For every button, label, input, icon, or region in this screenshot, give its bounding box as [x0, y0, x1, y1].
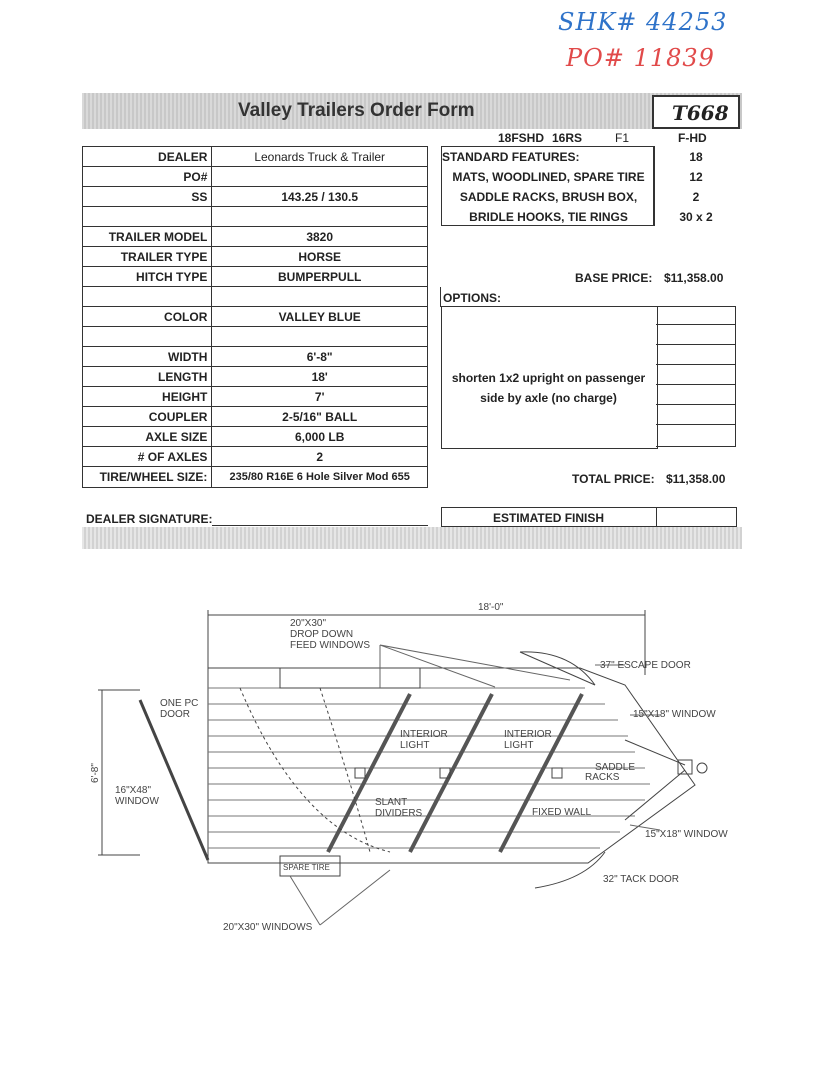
base-price-value: $11,358.00 — [664, 271, 724, 285]
interior-swing-arc — [240, 688, 390, 852]
option-price-cell — [656, 365, 736, 385]
order-detail-value: BUMPERPULL — [212, 267, 428, 287]
tack-door-arc — [535, 852, 605, 888]
option-price-cell — [656, 325, 736, 345]
bottom-band — [82, 527, 742, 549]
floor-board-lines — [208, 688, 650, 848]
one-pc-door-label-2: DOOR — [160, 709, 190, 720]
trailer-floorplan-diagram — [90, 590, 740, 950]
order-detail-value: 7' — [212, 387, 428, 407]
order-detail-value: HORSE — [212, 247, 428, 267]
drop-down-feed-window — [280, 668, 420, 688]
handwritten-po-number: PO# 11839 — [566, 44, 715, 72]
option-note-line: side by axle (no charge) — [480, 391, 617, 405]
order-detail-row — [83, 327, 428, 347]
order-detail-row — [83, 407, 428, 427]
order-detail-row — [83, 347, 428, 367]
standard-feature-value: 12 — [689, 170, 703, 184]
coupler — [678, 760, 692, 774]
order-detail-label: TRAILER TYPE — [83, 247, 212, 267]
order-detail-row — [83, 247, 428, 267]
total-price-label: TOTAL PRICE: — [572, 472, 655, 486]
interior-swing-arc — [320, 688, 370, 852]
saddle-racks-label-1: SADDLE — [595, 762, 636, 773]
order-detail-value: 2-5/16" BALL — [212, 407, 428, 427]
order-detail-row — [83, 147, 428, 167]
interior-light-label-3: INTERIOR — [504, 729, 552, 740]
order-detail-row — [83, 227, 428, 247]
saddle-racks-label-2: RACKS — [585, 772, 620, 783]
order-detail-value: 235/80 R16E 6 Hole Silver Mod 655 — [212, 467, 428, 488]
side-windows-leaders — [290, 870, 390, 925]
standard-feature-line: BRIDLE HOOKS, TIE RINGS — [469, 210, 628, 224]
one-pc-door-label-1: ONE PC — [160, 698, 199, 709]
order-detail-label: # OF AXLES — [83, 447, 212, 467]
order-detail-label: DEALER — [83, 147, 212, 167]
drop-down-label-3: FEED WINDOWS — [290, 640, 370, 651]
order-detail-row — [83, 267, 428, 287]
order-detail-value — [212, 207, 428, 227]
order-detail-row — [83, 387, 428, 407]
order-number-box — [652, 95, 740, 129]
order-detail-row — [83, 447, 428, 467]
slant-dividers-label-2: DIVIDERS — [375, 808, 423, 819]
front-top-window-label: 15"X18" WINDOW — [633, 709, 716, 720]
interior-light-marker — [552, 768, 562, 778]
hitch-ball — [697, 763, 707, 773]
drop-down-label-2: DROP DOWN — [290, 629, 354, 640]
order-detail-label: COLOR — [83, 307, 212, 327]
order-detail-value: 18' — [212, 367, 428, 387]
order-detail-label: SS — [83, 187, 212, 207]
handwritten-shk-number: SHK# 44253 — [558, 8, 728, 36]
slant-divider-bars — [328, 694, 582, 852]
interior-light-label-1: INTERIOR — [400, 729, 448, 740]
order-details-table — [82, 146, 428, 488]
width-label: 6'-8" — [90, 763, 101, 783]
interior-light-marker — [355, 768, 365, 778]
order-detail-row — [83, 367, 428, 387]
standard-feature-line: SADDLE RACKS, BRUSH BOX, — [459, 190, 638, 204]
option-price-cell — [656, 345, 736, 365]
order-detail-value: 3820 — [212, 227, 428, 247]
order-detail-value: 6,000 LB — [212, 427, 428, 447]
order-detail-value: Leonards Truck & Trailer — [212, 147, 428, 167]
order-detail-label: WIDTH — [83, 347, 212, 367]
model-a: 18FSHD — [498, 131, 545, 145]
order-detail-row — [83, 427, 428, 447]
hitch-arm — [625, 770, 685, 820]
interior-light-label-2: LIGHT — [400, 740, 430, 751]
interior-light-label-4: LIGHT — [504, 740, 534, 751]
front-bottom-window-label: 15"X18" WINDOW — [645, 829, 728, 840]
order-detail-label: COUPLER — [83, 407, 212, 427]
side-windows-label: 20"X30" WINDOWS — [223, 922, 313, 933]
standard-feature-line: MATS, WOODLINED, SPARE TIRE — [452, 170, 645, 184]
order-detail-label: HITCH TYPE — [83, 267, 212, 287]
order-detail-row — [83, 287, 428, 307]
order-detail-label: TIRE/WHEEL SIZE: — [83, 467, 212, 488]
order-detail-value: 2 — [212, 447, 428, 467]
order-detail-label: AXLE SIZE — [83, 427, 212, 447]
escape-door-label: 37" ESCAPE DOOR — [600, 660, 691, 671]
order-detail-value — [212, 287, 428, 307]
option-price-cell — [656, 385, 736, 405]
order-detail-label — [83, 287, 212, 307]
order-detail-row — [83, 167, 428, 187]
options-label: OPTIONS: — [443, 291, 502, 305]
rear-window-label-2: WINDOW — [115, 796, 159, 807]
tack-door-label: 32" TACK DOOR — [603, 874, 679, 885]
order-detail-value: 143.25 / 130.5 — [212, 187, 428, 207]
option-price-cell — [656, 405, 736, 425]
dealer-signature-line[interactable] — [212, 525, 428, 526]
estimated-finish-divider — [656, 507, 657, 527]
option-note-line: shorten 1x2 upright on passenger — [451, 371, 646, 385]
slant-dividers-label-1: SLANT — [375, 797, 408, 808]
order-detail-row — [83, 207, 428, 227]
option-price-cell — [656, 425, 736, 447]
total-price-value: $11,358.00 — [666, 472, 726, 486]
option-price-cell — [656, 306, 736, 325]
drop-down-label-1: 20"X30" — [290, 618, 327, 629]
order-detail-row — [83, 467, 428, 488]
order-detail-label: LENGTH — [83, 367, 212, 387]
order-detail-row — [83, 187, 428, 207]
order-detail-label — [83, 327, 212, 347]
fixed-wall-label: FIXED WALL — [532, 807, 592, 818]
order-detail-label: PO# — [83, 167, 212, 187]
standard-feature-value: 2 — [692, 190, 700, 204]
model-d: F-HD — [678, 131, 707, 145]
standard-feature-value: 18 — [689, 150, 703, 164]
order-detail-label — [83, 207, 212, 227]
rear-window-label-1: 16"X48" — [115, 785, 152, 796]
order-detail-value — [212, 167, 428, 187]
estimated-finish-label: ESTIMATED FINISH — [492, 511, 605, 525]
order-number: T668 — [672, 101, 729, 125]
standard-features-header: STANDARD FEATURES: — [442, 150, 580, 164]
feed-window-leaders — [380, 645, 570, 688]
spare-tire-label: SPARE TIRE — [283, 863, 330, 872]
standard-feature-value: 30 x 2 — [679, 210, 713, 224]
order-detail-value: VALLEY BLUE — [212, 307, 428, 327]
model-b: 16RS — [552, 131, 583, 145]
length-label: 18'-0" — [478, 602, 504, 613]
model-c: F1 — [615, 131, 630, 145]
order-detail-value — [212, 327, 428, 347]
order-detail-row — [83, 307, 428, 327]
order-detail-value: 6'-8" — [212, 347, 428, 367]
form-title: Valley Trailers Order Form — [238, 100, 475, 121]
order-detail-label: HEIGHT — [83, 387, 212, 407]
options-divider — [440, 287, 441, 307]
order-detail-label: TRAILER MODEL — [83, 227, 212, 247]
base-price-label: BASE PRICE: — [575, 271, 653, 285]
dealer-signature-label: DEALER SIGNATURE: — [86, 512, 213, 526]
one-pc-rear-door — [140, 700, 208, 860]
options-price-column — [656, 306, 736, 447]
